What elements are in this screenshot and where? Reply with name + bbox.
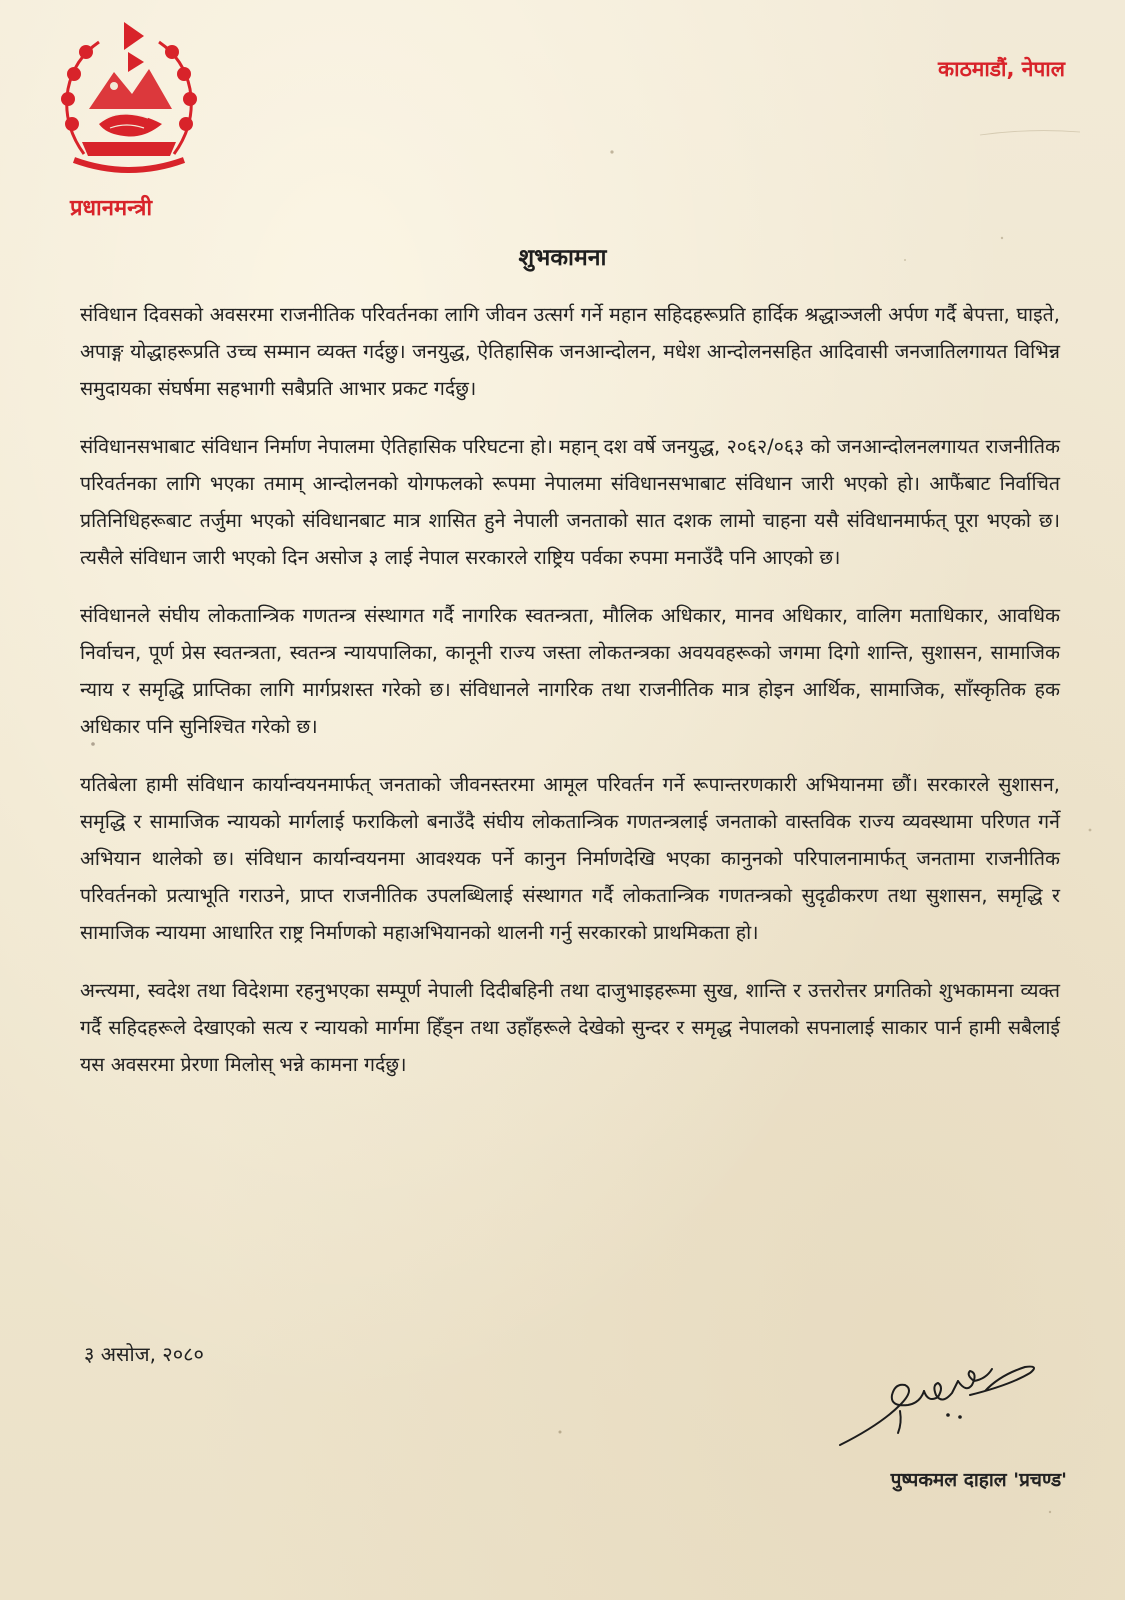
document-title: शुभकामना xyxy=(518,245,607,271)
letter-date: ३ असोज, २०८० xyxy=(84,1342,204,1366)
paragraph: संविधानसभाबाट संविधान निर्माण नेपालमा ऐतिहासिक परिघटना हो। महान् दश वर्षे जनयुद्ध, २०६२/०६३ को जनआन्दोलनलगायत राजनीतिक परिवर्तनका लागि भएका तमाम् आन्दोलनको योगफलको रूपमा नेपालमा संविधानसभाबाट संविधान जारी भएको हो। आफैंबाट निर्वाचित प्रतिनिधिहरूबाट तर्जुमा भएको संविधानबाट मात्र शासित हुने नेपाली जनताको सात दशक लामो चाहना यसै संविधानमार्फत् पूरा भएको छ। त्यसैले संविधान जारी भएको दिन असोज ३ लाई नेपाल सरकारले राष्ट्रिय पर्वका रुपमा मनाउँदै पनि आएको छ। xyxy=(80,435,1060,569)
office-title: प्रधानमन्त्री xyxy=(70,196,153,221)
paragraph: अन्त्यमा, स्वदेश तथा विदेशमा रहनुभएका सम्पूर्ण नेपाली दिदीबहिनी तथा दाजुभाइहरूमा सुख, शान्ति र उत्तरोत्तर प्रगतिको शुभकामना व्यक्त गर्दै सहिदहरूले देखाएको सत्य र न्यायको मार्गमा हिँड्न तथा उहाँहरूले देखेको सुन्दर र समृद्ध नेपालको सपनालाई साकार पार्न हामी सबैलाई यस अवसरमा प्रेरणा मिलोस् भन्ने कामना गर्दछु। xyxy=(80,979,1060,1076)
paragraph: संविधान दिवसको अवसरमा राजनीतिक परिवर्तनका लागि जीवन उत्सर्ग गर्ने महान सहिदहरूप्रति हार्दिक श्रद्धाञ्जली अर्पण गर्दै बेपत्ता, घाइते, अपाङ्ग योद्धाहरूप्रति उच्च सम्मान व्यक्त गर्दछु। जनयुद्ध, ऐतिहासिक जनआन्दोलन, मधेश आन्दोलनसहित आदिवासी जनजातिलगायत विभिन्न समुदायका संघर्षमा सहभागी सबैप्रति आभार प्रकट गर्दछु। xyxy=(80,303,1060,400)
signatory-name: पुष्पकमल दाहाल 'प्रचण्ड' xyxy=(890,1469,1067,1491)
signature xyxy=(820,1345,1050,1455)
paragraph: यतिबेला हामी संविधान कार्यान्वयनमार्फत् जनताको जीवनस्तरमा आमूल परिवर्तन गर्ने रूपान्तरणकारी अभियानमा छौं। सरकारले सुशासन, समृद्धि र सामाजिक न्यायको मार्गलाई फराकिलो बनाउँदै संघीय लोकतान्त्रिक गणतन्त्रलाई जनताको वास्तविक राज्य व्यवस्थामा परिणत गर्ने अभियान थालेको छ। संविधान कार्यान्वयनमा आवश्यक पर्ने कानुन निर्माणदेखि भएका कानुनको परिपालनामार्फत् जनतामा राजनीतिक परिवर्तनको प्रत्याभूति गराउने, प्राप्त राजनीतिक उपलब्धिलाई संस्थागत गर्दै लोकतान्त्रिक गणतन्त्रको सुदृढीकरण तथा सुशासन, समृद्धि र सामाजिक न्यायमा आधारित राष्ट्र निर्माणको महाअभियानको थालनी गर्नु सरकारको प्राथमिकता हो। xyxy=(80,773,1060,944)
nepal-government-emblem xyxy=(44,14,214,184)
location: काठमाडौं, नेपाल xyxy=(938,57,1065,81)
letter-body xyxy=(80,296,1060,1104)
paragraph: संविधानले संघीय लोकतान्त्रिक गणतन्त्र संस्थागत गर्दै नागरिक स्वतन्त्रता, मौलिक अधिकार, मानव अधिकार, वालिग मताधिकार, आवधिक निर्वाचन, पूर्ण प्रेस स्वतन्त्रता, स्वतन्त्र न्यायपालिका, कानूनी राज्य जस्ता लोकतन्त्रका अवयवहरूको जगमा दिगो शान्ति, सुशासन, सामाजिक न्याय र समृद्धि प्राप्तिका लागि मार्गप्रशस्त गरेको छ। संविधानले नागरिक तथा राजनीतिक मात्र होइन आर्थिक, सामाजिक, साँस्कृतिक हक अधिकार पनि सुनिश्चित गरेको छ। xyxy=(80,604,1060,738)
